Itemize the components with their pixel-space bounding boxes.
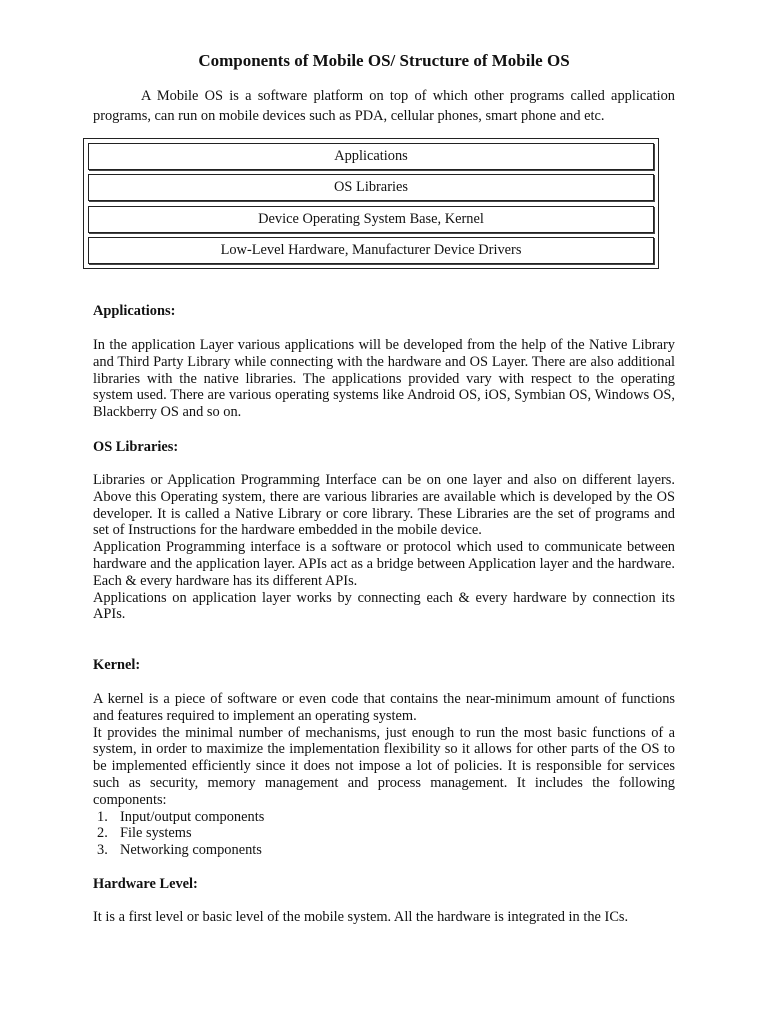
layer-hardware: Low-Level Hardware, Manufacturer Device Drivers: [88, 237, 654, 264]
layer-os-libraries: OS Libraries: [88, 174, 654, 201]
list-item: 3. Networking components: [97, 842, 262, 859]
layer-kernel: Device Operating System Base, Kernel: [88, 206, 654, 233]
os-libraries-paragraph-3: Applications on application layer works by connecting each & every hardware by connection its APIs.: [93, 589, 675, 623]
applications-heading: Applications:: [93, 303, 176, 319]
applications-body: In the application Layer various applications will be developed from the help of the Native Library and Third Party Library while connecting with the hardware and OS Layer. There are also additional libraries with the native libraries. The applications provided vary with respect to the operating system used. There are various operating systems like Android OS, iOS, Symbian OS, Windows OS, Blackberry OS and so on.: [93, 337, 675, 421]
intro-paragraph: [93, 86, 675, 126]
page-title: Components of Mobile OS/ Structure of Mobile OS: [198, 51, 570, 70]
kernel-paragraph-1: A kernel is a piece of software or even code that contains the near-minimum amount of functions and features required to implement an operating system.: [93, 691, 675, 724]
kernel-body: [93, 691, 675, 859]
os-libraries-paragraph-2: Application Programming interface is a software or protocol which used to communicate between hardware and the application layer. APIs act as a bridge between Application layer and the hardware. Each & every hardware has its different APIs.: [93, 539, 675, 589]
os-structure-diagram: [83, 138, 659, 269]
os-libraries-body: [93, 472, 675, 623]
os-libraries-paragraph-1: Libraries or Application Programming Interface can be on one layer and also on different layers. Above this Operating system, there are various libraries are available which is developed by the OS developer. It is called a Native Library or core library. These Libraries are the set of programs and set of Instructions for the hardware embedded in the mobile device.: [93, 472, 675, 539]
kernel-heading: Kernel:: [93, 657, 141, 673]
intro-text: A Mobile OS is a software platform on top of which other programs called application programs, can run on mobile devices such as PDA, cellular phones, smart phone and etc.: [93, 88, 675, 124]
kernel-components-list: [93, 809, 675, 859]
hardware-heading: Hardware Level:: [93, 876, 198, 892]
hardware-body: It is a first level or basic level of the mobile system. All the hardware is integrated in the ICs.: [93, 909, 629, 925]
os-libraries-heading: OS Libraries:: [93, 439, 179, 455]
list-item: 2. File systems: [97, 825, 192, 842]
kernel-paragraph-2: It provides the minimal number of mechanisms, just enough to run the most basic functions of a system, in order to maximize the implementation flexibility so it allows for other parts of the OS to be implemented efficiently since it does not impose a lot of policies. It is responsible for services such as security, memory management and process management. It includes the following components:: [93, 724, 675, 808]
list-item: 1. Input/output components: [97, 808, 265, 825]
layer-applications: Applications: [88, 143, 654, 170]
